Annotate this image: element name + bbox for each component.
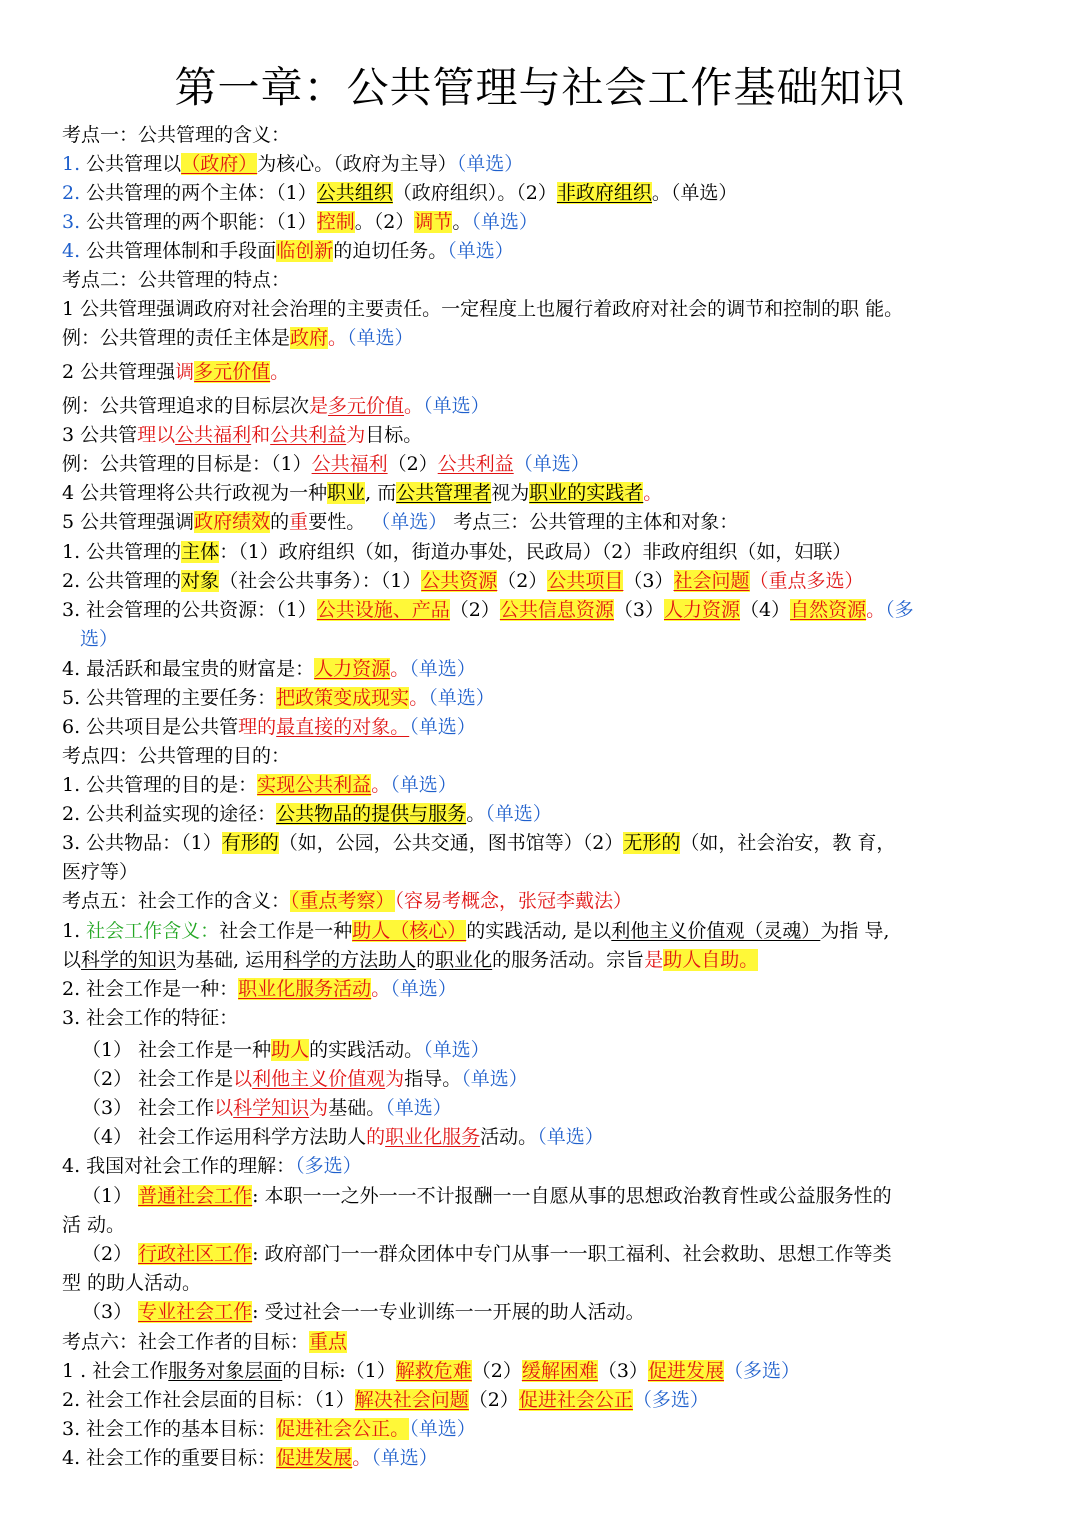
text-segment: 。 bbox=[409, 687, 429, 709]
text-line bbox=[62, 295, 1024, 324]
text-segment: 。 bbox=[352, 1447, 372, 1469]
text-segment: 公共资源 bbox=[421, 570, 498, 592]
text-segment: 3. bbox=[62, 211, 81, 233]
text-segment: 为 bbox=[346, 424, 366, 446]
text-line bbox=[62, 237, 1024, 266]
text-line bbox=[62, 392, 1024, 421]
text-segment: 选） bbox=[80, 628, 119, 650]
text-segment: （单选） bbox=[409, 658, 476, 680]
text-segment: 为核心。（政府为主导） bbox=[257, 153, 457, 175]
text-segment: 促进社会公正 bbox=[518, 1389, 633, 1411]
text-segment: 医疗等） bbox=[62, 861, 139, 883]
text-line bbox=[62, 1152, 1024, 1181]
text-segment: 政府 bbox=[290, 327, 329, 349]
text-segment: 的目标:（1） bbox=[282, 1360, 396, 1382]
text-segment: （单选） bbox=[371, 1447, 438, 1469]
text-segment: 社会工作是一种 bbox=[219, 920, 353, 942]
text-segment: 以 bbox=[233, 1068, 253, 1090]
text-segment: （单选） bbox=[423, 395, 490, 417]
page-title: 第一章：公共管理与社会工作基础知识 bbox=[174, 63, 906, 112]
text-segment: （如，公园，公共交通，图书馆等）（2） bbox=[278, 832, 624, 854]
text-segment: , 而 bbox=[365, 482, 397, 504]
text-segment: 6. 公共项目是公共管 bbox=[62, 716, 239, 738]
text-segment: 公共设施、产品 bbox=[316, 599, 450, 621]
text-segment: 。 bbox=[371, 774, 391, 796]
text-segment: （重点多选） bbox=[749, 570, 864, 592]
text-segment: 的实践活动, 是以 bbox=[466, 920, 612, 942]
text-segment: 助人 bbox=[271, 1039, 310, 1061]
text-segment: （2） bbox=[82, 1243, 139, 1265]
text-line bbox=[82, 1240, 1024, 1269]
text-segment: 职业化服务活动 bbox=[238, 978, 372, 1000]
text-segment: 4. 最活跃和最宝贵的财富是： bbox=[62, 658, 315, 680]
text-line bbox=[82, 1123, 1024, 1152]
text-segment: 无形的 bbox=[623, 832, 681, 854]
text-segment: 3. 社会管理的公共资源：（1） bbox=[62, 599, 317, 621]
text-segment: 公共管理的两个主体：（1） bbox=[80, 182, 317, 204]
text-line bbox=[62, 771, 1024, 800]
text-segment: （多选） bbox=[632, 1389, 709, 1411]
text-segment: 2. 社会工作是一种： bbox=[62, 978, 239, 1000]
text-line bbox=[82, 1182, 1024, 1211]
text-line bbox=[62, 179, 1024, 208]
text-segment: 最直接的对象。 bbox=[276, 716, 410, 738]
text-line bbox=[62, 450, 1024, 479]
text-segment: 指导。 bbox=[404, 1068, 462, 1090]
text-segment: （2） bbox=[471, 1360, 522, 1382]
text-segment: 公共组织 bbox=[316, 182, 393, 204]
text-segment: 3. 社会工作的特征： bbox=[62, 1007, 239, 1029]
text-segment: 3. 公共物品：（1） bbox=[62, 832, 222, 854]
text-segment: 主体 bbox=[181, 541, 220, 563]
text-segment: 理以 bbox=[137, 424, 176, 446]
text-segment: 助人自助 bbox=[663, 949, 740, 971]
text-segment: 人力资源 bbox=[663, 599, 740, 621]
text-segment: （单选） bbox=[537, 1126, 604, 1148]
text-segment: （单选） bbox=[485, 803, 552, 825]
text-line bbox=[62, 324, 1024, 353]
text-segment: 科学的方法助人 bbox=[283, 949, 417, 971]
text-segment: 是 bbox=[309, 395, 329, 417]
text-segment: （单选） bbox=[390, 978, 457, 1000]
text-segment: 为基础, 运用 bbox=[176, 949, 284, 971]
text-segment: （多选） bbox=[723, 1360, 800, 1382]
text-segment: 调 bbox=[175, 361, 195, 383]
text-line bbox=[62, 800, 1024, 829]
text-segment: 。 bbox=[466, 803, 486, 825]
text-line bbox=[62, 596, 1024, 625]
text-line bbox=[62, 742, 1024, 771]
text-segment: 考点三：公共管理的主体和对象： bbox=[447, 511, 739, 533]
text-segment: 职业的实践者 bbox=[529, 482, 644, 504]
text-segment: 1. bbox=[62, 153, 81, 175]
text-line bbox=[62, 1386, 1024, 1415]
text-segment: ：（1）政府组织（如，街道办事处，民政局）（2）非政府组织（如，妇联） bbox=[219, 541, 852, 563]
text-segment: （4） bbox=[740, 599, 791, 621]
text-segment: （2） bbox=[468, 1389, 519, 1411]
text-segment: 多元价值 bbox=[328, 395, 405, 417]
text-segment: 社会工作含义： bbox=[86, 920, 220, 942]
text-line bbox=[82, 1298, 1024, 1327]
text-segment: （3） 社会工作 bbox=[82, 1097, 215, 1119]
text-line bbox=[62, 1269, 1024, 1298]
text-segment: 实现公共利益 bbox=[257, 774, 372, 796]
text-line bbox=[80, 625, 1024, 654]
text-segment: （单选） bbox=[371, 511, 448, 533]
text-segment: 4. bbox=[62, 240, 81, 262]
text-segment: 4. 社会工作的重要目标： bbox=[62, 1447, 277, 1469]
text-segment: 。 bbox=[643, 482, 663, 504]
text-segment: 行政社区工作 bbox=[138, 1243, 253, 1265]
text-line bbox=[62, 713, 1024, 742]
text-line bbox=[62, 1357, 1024, 1386]
text-segment: 和 bbox=[251, 424, 271, 446]
text-segment: 考点二：公共管理的特点： bbox=[62, 269, 291, 291]
text-segment: 视为 bbox=[491, 482, 530, 504]
text-segment: （单选） bbox=[447, 240, 514, 262]
text-segment: 社会问题 bbox=[673, 570, 750, 592]
text-segment: （社会公共事务）：（1） bbox=[219, 570, 422, 592]
text-segment: 型 的助人活动。 bbox=[62, 1272, 202, 1294]
text-segment: （政府组织）。（2） bbox=[392, 182, 557, 204]
text-segment: 的 bbox=[270, 511, 290, 533]
text-segment: 1. 公共管理的目的是： bbox=[62, 774, 258, 796]
text-segment: 5. 公共管理的主要任务： bbox=[62, 687, 277, 709]
text-segment: 。 bbox=[270, 361, 290, 383]
text-line bbox=[62, 684, 1024, 713]
text-segment: 4. 我国对社会工作的理解： bbox=[62, 1155, 296, 1177]
text-segment: 职业 bbox=[327, 482, 366, 504]
text-line bbox=[62, 538, 1024, 567]
text-segment: 公共利益 bbox=[437, 453, 514, 475]
text-segment: 例：公共管理追求的目标层次 bbox=[62, 395, 310, 417]
text-segment: 的服务活动。宗旨 bbox=[492, 949, 645, 971]
text-segment: （单选） bbox=[390, 774, 457, 796]
text-line bbox=[62, 975, 1024, 1004]
text-segment: （2） bbox=[497, 570, 548, 592]
text-segment: 为 bbox=[309, 1097, 329, 1119]
text-line bbox=[62, 1211, 1024, 1240]
text-segment: 1. bbox=[62, 920, 87, 942]
text-segment: 专业社会工作 bbox=[138, 1301, 253, 1323]
text-segment: 1. 公共管理的 bbox=[62, 541, 182, 563]
text-line bbox=[82, 1036, 1024, 1065]
text-segment: （单选） bbox=[471, 211, 538, 233]
text-segment: 公共管理以 bbox=[80, 153, 182, 175]
text-segment: 为 bbox=[385, 1068, 405, 1090]
text-segment: 4 公共管理将公共行政视为一种 bbox=[62, 482, 328, 504]
text-line bbox=[62, 358, 1024, 387]
text-segment: （单选） bbox=[347, 327, 414, 349]
text-segment: （多选） bbox=[295, 1155, 362, 1177]
text-segment: 1 公共管理强调政府对社会治理的主要责任。一定程度上也履行着政府对社会的调节和控制的职 能。 bbox=[62, 298, 904, 320]
text-segment: （3） bbox=[623, 570, 674, 592]
text-segment: 利他主义价值观 bbox=[252, 1068, 386, 1090]
text-segment: 活 动。 bbox=[62, 1214, 126, 1236]
text-segment: （3） bbox=[597, 1360, 648, 1382]
text-segment: （2） 社会工作是 bbox=[82, 1068, 234, 1090]
text-segment: 。 bbox=[739, 949, 759, 971]
text-segment: 解救危难 bbox=[395, 1360, 472, 1382]
text-segment: （4） 社会工作运用科学方法助人 bbox=[82, 1126, 367, 1148]
text-segment: （单选） bbox=[428, 687, 495, 709]
text-segment: 自然资源 bbox=[790, 599, 867, 621]
text-segment: : 受过社会一一专业训练一一开展的助人活动。 bbox=[252, 1301, 645, 1323]
text-segment: （2） bbox=[387, 453, 438, 475]
text-segment: 有形的 bbox=[221, 832, 279, 854]
text-segment: 科学知识 bbox=[233, 1097, 310, 1119]
text-segment: 3. 社会工作的基本目标： bbox=[62, 1418, 277, 1440]
text-segment: 公共管理体制和手段面 bbox=[80, 240, 277, 262]
text-segment: 3 公共管 bbox=[62, 424, 138, 446]
text-line bbox=[62, 1415, 1024, 1444]
text-segment: 促进社会公正 bbox=[276, 1418, 391, 1440]
text-segment: （1） bbox=[82, 1185, 139, 1207]
text-line bbox=[62, 655, 1024, 684]
text-segment: 非政府组织 bbox=[556, 182, 652, 204]
text-segment: （单选） bbox=[409, 716, 476, 738]
text-segment: 重点 bbox=[309, 1331, 348, 1353]
text-segment: 。 bbox=[328, 327, 348, 349]
text-segment: 要性。 bbox=[308, 511, 372, 533]
text-line bbox=[82, 1065, 1024, 1094]
text-segment: 政府绩效 bbox=[194, 511, 271, 533]
text-segment: 2. 公共管理的 bbox=[62, 570, 182, 592]
text-segment: 职业化服务 bbox=[385, 1126, 481, 1148]
text-segment: 普通社会工作 bbox=[138, 1185, 253, 1207]
text-segment: 考点五：社会工作的含义： bbox=[62, 890, 291, 912]
text-segment: 重 bbox=[289, 511, 309, 533]
text-segment: 促进发展 bbox=[276, 1447, 353, 1469]
text-segment: （重点考察） bbox=[290, 890, 395, 912]
text-segment: : 政府部门一一群众团体中专门从事一一职工福利、社会救助、思想工作等类 bbox=[252, 1243, 892, 1265]
text-segment: 。 bbox=[390, 658, 410, 680]
text-line bbox=[62, 150, 1024, 179]
text-segment: 公共信息资源 bbox=[499, 599, 614, 621]
text-segment: 公共项目 bbox=[547, 570, 624, 592]
text-segment: 对象 bbox=[181, 570, 220, 592]
text-segment: 公共福利 bbox=[311, 453, 388, 475]
text-segment: 2. 公共利益实现的途径： bbox=[62, 803, 277, 825]
text-segment: （3） bbox=[82, 1301, 139, 1323]
text-line bbox=[62, 1444, 1024, 1473]
text-segment: 公共福利 bbox=[175, 424, 252, 446]
text-segment: 服务对象层面 bbox=[168, 1360, 283, 1382]
text-segment: 。（单选） bbox=[651, 182, 738, 204]
text-segment: 理的 bbox=[238, 716, 277, 738]
text-segment: 助人（核心） bbox=[352, 920, 467, 942]
text-segment: （如，社会治安，教 育， bbox=[680, 832, 896, 854]
text-segment: 基础。 bbox=[328, 1097, 386, 1119]
text-line bbox=[82, 1094, 1024, 1123]
text-segment: 5 公共管理强调 bbox=[62, 511, 195, 533]
text-segment: 调节 bbox=[414, 211, 453, 233]
text-segment: 目标。 bbox=[365, 424, 423, 446]
text-segment: 2. 社会工作社会层面的目标：（1） bbox=[62, 1389, 355, 1411]
text-line bbox=[62, 479, 1024, 508]
text-segment: 公共物品的提供与服务 bbox=[276, 803, 467, 825]
text-segment: 考点四：公共管理的目的： bbox=[62, 745, 291, 767]
text-segment: 利他主义价值观（灵魂） bbox=[611, 920, 821, 942]
text-segment: 。 bbox=[371, 978, 391, 1000]
text-line bbox=[62, 421, 1024, 450]
text-segment: 1 . 社会工作 bbox=[62, 1360, 169, 1382]
text-line bbox=[62, 1004, 1024, 1033]
text-segment: 考点六：社会工作者的目标： bbox=[62, 1331, 310, 1353]
text-segment: （单选） bbox=[513, 453, 590, 475]
text-segment: 为指 导, bbox=[820, 920, 890, 942]
text-segment: 例：公共管理的目标是：（1） bbox=[62, 453, 312, 475]
text-segment: 活动。 bbox=[480, 1126, 538, 1148]
text-segment: 2. bbox=[62, 182, 81, 204]
text-segment: 公共利益 bbox=[270, 424, 347, 446]
text-segment: 人力资源 bbox=[314, 658, 391, 680]
text-segment: 的 bbox=[366, 1126, 386, 1148]
text-segment: 科学的知识 bbox=[81, 949, 177, 971]
text-segment: 2 公共管理强 bbox=[62, 361, 176, 383]
text-line bbox=[62, 917, 1024, 946]
text-line bbox=[62, 121, 1024, 150]
text-segment: （单选） bbox=[456, 153, 524, 175]
text-segment: （单选） bbox=[461, 1068, 528, 1090]
text-segment: （1） 社会工作是一种 bbox=[82, 1039, 272, 1061]
text-line bbox=[62, 946, 1024, 975]
text-segment: 。（2） bbox=[354, 211, 415, 233]
text-segment: （政府） bbox=[181, 153, 258, 175]
text-segment: 是 bbox=[644, 949, 664, 971]
text-segment: 控制 bbox=[316, 211, 355, 233]
text-segment: 临创新 bbox=[276, 240, 334, 262]
text-line bbox=[62, 508, 1024, 537]
text-segment: 。 bbox=[390, 1418, 410, 1440]
text-line bbox=[62, 567, 1024, 596]
text-line bbox=[62, 208, 1024, 237]
text-segment: 职业化 bbox=[435, 949, 493, 971]
text-segment: （容易考概念，张冠李戴法） bbox=[394, 890, 633, 912]
text-segment: （单选） bbox=[385, 1097, 452, 1119]
text-segment: 解决社会问题 bbox=[354, 1389, 469, 1411]
text-segment: 促进发展 bbox=[647, 1360, 724, 1382]
text-segment: 。 bbox=[866, 599, 886, 621]
text-segment: 公共管理的两个职能：（1） bbox=[80, 211, 317, 233]
text-segment: 以 bbox=[62, 949, 82, 971]
text-segment: 以 bbox=[214, 1097, 234, 1119]
text-segment: 的迫切任务。 bbox=[333, 240, 448, 262]
text-line bbox=[62, 887, 1024, 916]
text-segment: （单选） bbox=[409, 1418, 476, 1440]
text-segment: 把政策变成现实 bbox=[276, 687, 410, 709]
text-segment: （单选） bbox=[423, 1039, 490, 1061]
text-segment: 例：公共管理的责任主体是 bbox=[62, 327, 291, 349]
text-segment: : 本职一一之外一一不计报酬一一自愿从事的思想政治教育性或公益服务性的 bbox=[252, 1185, 892, 1207]
text-segment: 的实践活动。 bbox=[309, 1039, 424, 1061]
text-line bbox=[62, 266, 1024, 295]
text-segment: 公共管理者 bbox=[396, 482, 492, 504]
text-segment: 的 bbox=[416, 949, 436, 971]
text-segment: 。 bbox=[404, 395, 424, 417]
text-segment: 多元价值 bbox=[194, 361, 271, 383]
text-segment: 缓解困难 bbox=[521, 1360, 598, 1382]
text-line bbox=[62, 858, 1024, 887]
text-segment: （2） bbox=[449, 599, 500, 621]
text-line bbox=[62, 1328, 1024, 1357]
text-segment: 考点一：公共管理的含义： bbox=[62, 124, 291, 146]
text-line bbox=[62, 829, 1024, 858]
text-segment: （多 bbox=[885, 599, 914, 621]
text-segment: 。 bbox=[452, 211, 472, 233]
text-segment: （3） bbox=[613, 599, 664, 621]
